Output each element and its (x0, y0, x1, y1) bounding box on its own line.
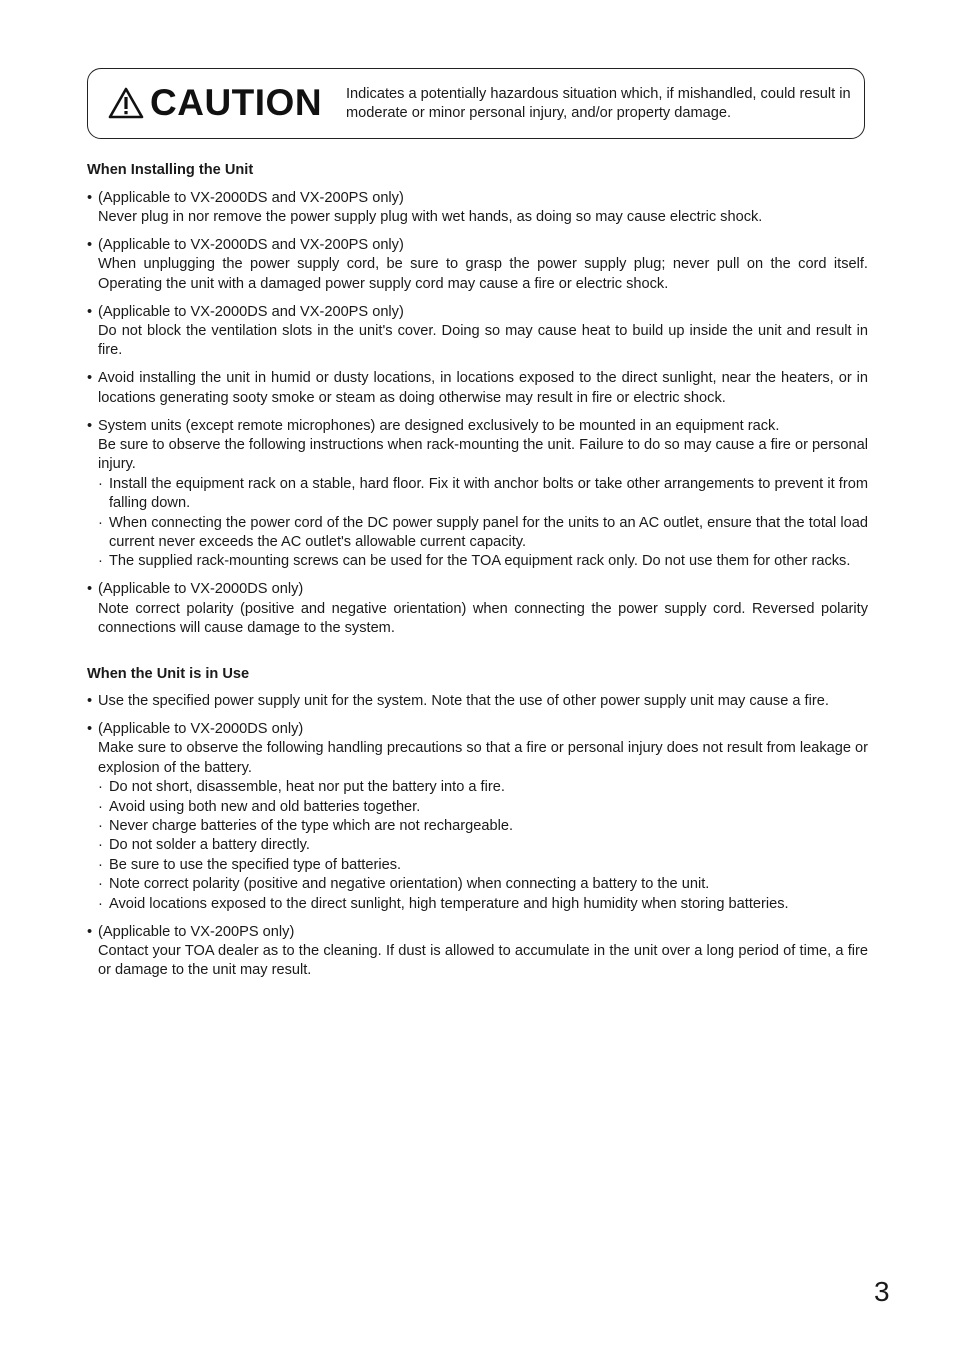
list-item (87, 369, 868, 408)
sub-list-item: · Install the equipment rack on a stable, hard floor. Fix it with anchor bolts or take other arrangements to prevent it from falling down. (98, 475, 868, 514)
in-use-list (87, 692, 868, 981)
sub-list-item: · When connecting the power cord of the DC power supply panel for the units to an AC outlet, ensure that the total load current never exceeds the AC outlet's allowable current capacity. (98, 514, 868, 553)
item-lead: • (Applicable to VX-2000DS and VX-200PS only) (98, 303, 404, 320)
list-item (87, 692, 868, 711)
list-item (87, 303, 868, 361)
caution-title-text: CAUTION (150, 82, 323, 124)
caution-box (87, 68, 865, 139)
item-text: Be sure to observe the following instructions when rack-mounting the unit. Failure to do so may cause a fire or personal injury. (98, 436, 868, 473)
item-lead: • (Applicable to VX-2000DS only) (98, 720, 304, 737)
item-text: When unplugging the power supply cord, be sure to grasp the power supply plug; never pull on the cord itself. Operating the unit with a damaged power supply cord may cause a fire or electric shock. (98, 256, 868, 292)
list-item (87, 417, 868, 572)
item-text: Do not block the ventilation slots in the unit's cover. Doing so may cause heat to build up inside the unit and result in fire. (98, 322, 868, 359)
item-text: Never plug in nor remove the power supply plug with wet hands, as doing so may cause electric shock. (98, 208, 763, 225)
list-item (87, 189, 868, 228)
caution-title (108, 81, 322, 125)
page-number: 3 (874, 1276, 890, 1307)
list-item (87, 580, 868, 638)
sub-list-item: · The supplied rack-mounting screws can be used for the TOA equipment rack only. Do not use them for other racks. (98, 552, 868, 571)
sub-list-item: · Avoid locations exposed to the direct sunlight, high temperature and high humidity when storing batteries. (98, 895, 868, 914)
sub-list-item: · Be sure to use the specified type of batteries. (98, 856, 868, 875)
item-lead: • (Applicable to VX-2000DS and VX-200PS only) (98, 236, 404, 253)
item-text: Contact your TOA dealer as to the cleaning. If dust is allowed to accumulate in the unit over a long period of time, a fire or damage to the unit may result. (98, 942, 868, 979)
section-heading-in-use: When the Unit is in Use (87, 665, 250, 682)
list-item (87, 923, 868, 981)
warning-triangle-icon (108, 86, 144, 120)
list-item (87, 720, 868, 914)
list-item (87, 236, 868, 294)
item-lead: • (Applicable to VX-200PS only) (98, 923, 295, 940)
caution-description: Indicates a potentially hazardous situation which, if mishandled, could result in moderate or minor personal injury, and/or property damage. (346, 86, 851, 122)
sub-list-item: · Note correct polarity (positive and negative orientation) when connecting a battery to the unit. (98, 875, 868, 894)
sub-list (98, 475, 868, 572)
sub-list (98, 778, 868, 914)
item-lead: • (Applicable to VX-2000DS and VX-200PS only) (98, 189, 404, 206)
sub-list-item: · Avoid using both new and old batteries together. (98, 798, 868, 817)
sub-list-item: · Do not solder a battery directly. (98, 836, 868, 855)
sub-list-item: · Never charge batteries of the type which are not rechargeable. (98, 817, 868, 836)
item-text: Make sure to observe the following handling precautions so that a fire or personal injury does not result from leakage or explosion of the battery. (98, 740, 868, 776)
item-text: Note correct polarity (positive and negative orientation) when connecting the power supply cord. Reversed polarity connections will cause damage to the system. (98, 600, 868, 637)
sub-list-item: · Do not short, disassemble, heat nor put the battery into a fire. (98, 778, 868, 797)
item-text: Use the specified power supply unit for the system. Note that the use of other power supply unit may cause a fire. (98, 693, 829, 710)
item-text: Avoid installing the unit in humid or dusty locations, in locations exposed to the direct sunlight, near the heaters, or in locations generating sooty smoke or steam as doing otherwise may result in fire or electric shock. (98, 370, 868, 406)
content (87, 160, 868, 981)
installing-list (87, 189, 868, 639)
item-lead: • System units (except remote microphones) are designed exclusively to be mounted in an equipment rack. (98, 417, 780, 434)
section-heading-installing: When Installing the Unit (87, 162, 254, 178)
item-lead: • (Applicable to VX-2000DS only) (98, 581, 304, 598)
